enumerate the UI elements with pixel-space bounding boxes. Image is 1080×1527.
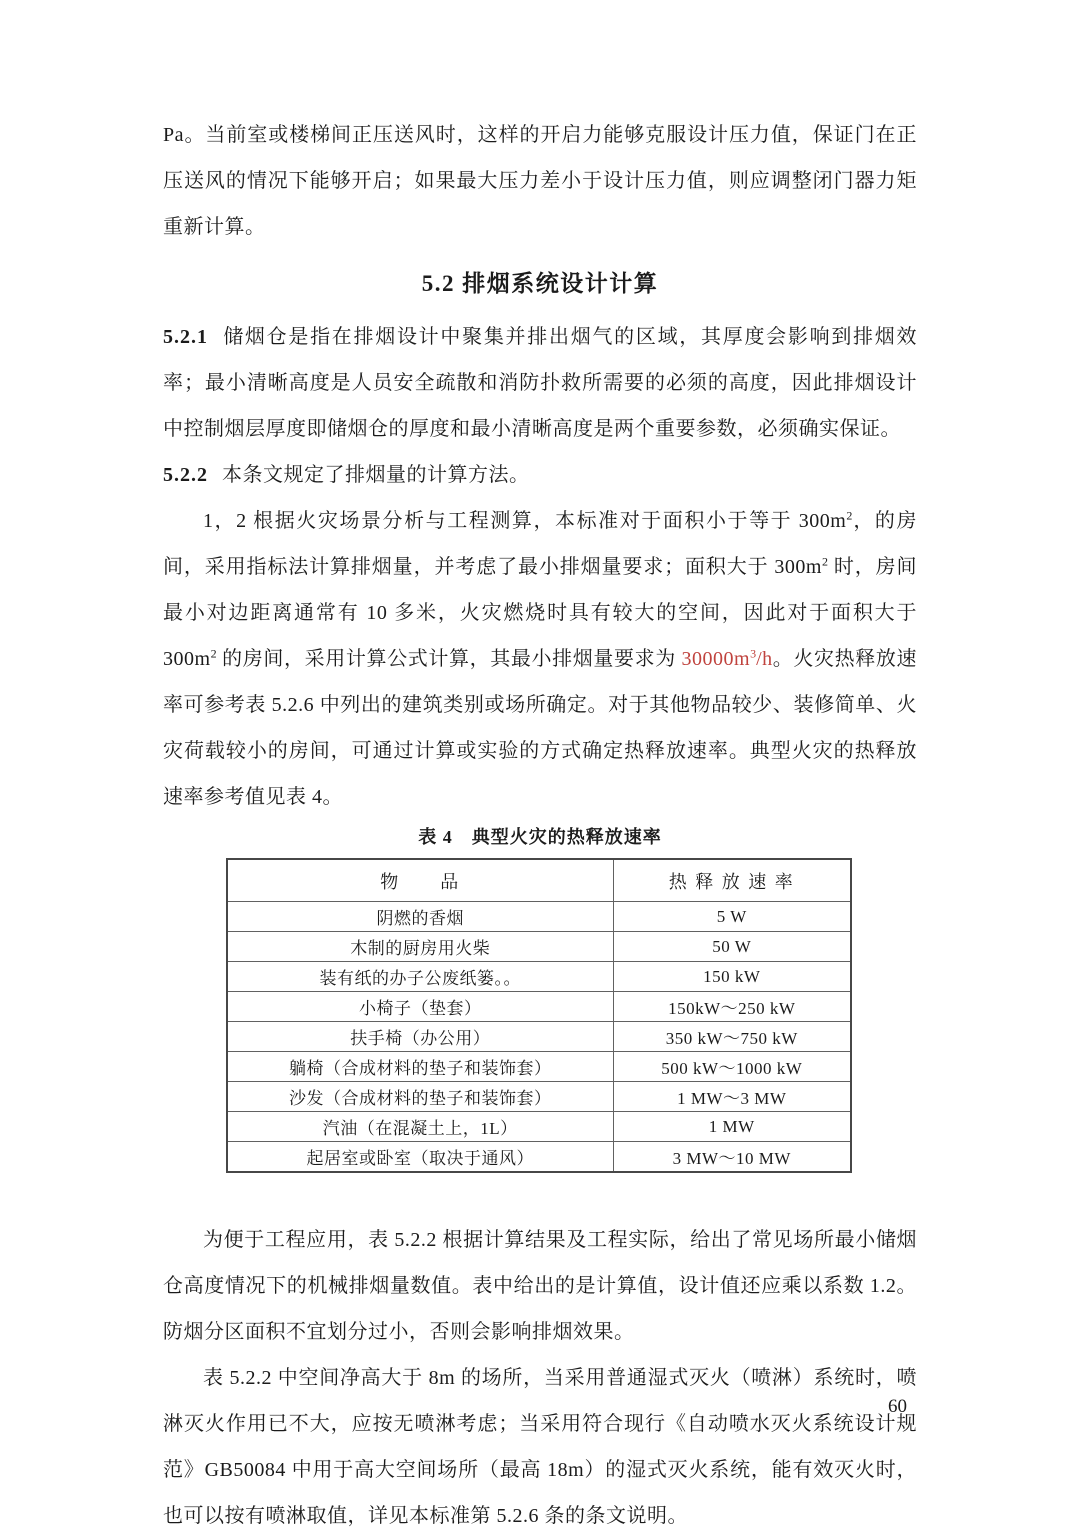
- cell-rate: 150 kW: [613, 962, 851, 992]
- highlighted-value: /h: [756, 648, 773, 670]
- superscript: 2: [210, 646, 217, 661]
- table-caption: 表 4 典型火灾的热释放速率: [418, 827, 662, 847]
- highlighted-value: 30000m: [681, 648, 751, 670]
- table-row: [227, 932, 851, 962]
- paragraph-calculation: [163, 498, 917, 820]
- text-run: ，的房间，采用指标法计算排烟量，并考虑了最小排烟量要求；面积大于 300m: [163, 510, 917, 578]
- cell-item: 起居室或卧室（取决于通风）: [227, 1142, 613, 1173]
- page-number: 60: [888, 1396, 907, 1417]
- table-row: [227, 962, 851, 992]
- cell-rate: 3 MW～10 MW: [613, 1142, 851, 1173]
- superscript: 2: [821, 554, 828, 569]
- table-row: [227, 1112, 851, 1142]
- paragraph-continued-from-previous: Pa。当前室或楼梯间正压送风时，这样的开启力能够克服设计压力值，保证门在正压送风的情况下能够开启；如果最大压力差小于设计压力值，则应调整闭门器力矩重新计算。: [163, 124, 917, 238]
- table-row: [227, 1082, 851, 1112]
- cell-rate: 5 W: [613, 902, 851, 932]
- cell-item: 小椅子（垫套）: [227, 992, 613, 1022]
- cell-rate: 1 MW: [613, 1112, 851, 1142]
- heat-release-rate-table: [226, 858, 852, 1173]
- text-run: 时，房间最小对边距离通常有 10 多米，火灾燃烧时具有较大的空间，因此对于面积大于 300m: [163, 556, 918, 670]
- paragraph-sprinkler-note: 表 5.2.2 中空间净高大于 8m 的场所，当采用普通湿式灭火（喷淋）系统时，喷淋灭火作用已不大，应按无喷淋考虑；当采用符合现行《自动喷水灭火系统设计规范》GB50084 中用于高大空间场所（最高 18m）的湿式灭火系统，能有效灭火时，也可以按有喷淋取值，详见本标准第 5.2.6 条的条文说明。: [163, 1367, 917, 1527]
- text-run: 的房间，采用计算公式计算，其最小排烟量要求为: [216, 648, 682, 670]
- cell-item: 木制的厨房用火柴: [227, 932, 613, 962]
- clause-5-2-1: [163, 314, 917, 452]
- cell-item: 汽油（在混凝土上，1L）: [227, 1112, 613, 1142]
- clause-5-2-2-text: 本条文规定了排烟量的计算方法。: [222, 464, 530, 486]
- column-header-item: 物 品: [227, 859, 613, 902]
- cell-rate: 1 MW～3 MW: [613, 1082, 851, 1112]
- clause-5-2-1-text: 储烟仓是指在排烟设计中聚集并排出烟气的区域，其厚度会影响到排烟效率；最小清晰高度是人员安全疏散和消防扑救所需要的必须的高度，因此排烟设计中控制烟层厚度即储烟仓的厚度和最小清晰高度是两个重要参数，必须确实保证。: [163, 326, 917, 440]
- page-content: [163, 112, 917, 1527]
- table-row: [227, 902, 851, 932]
- cell-item: 躺椅（合成材料的垫子和装饰套）: [227, 1052, 613, 1082]
- superscript: 2: [846, 508, 853, 523]
- clause-5-2-2: [163, 452, 917, 498]
- section-heading: 5.2 排烟系统设计计算: [421, 271, 659, 296]
- table-row: [227, 1022, 851, 1052]
- cell-rate: 500 kW～1000 kW: [613, 1052, 851, 1082]
- cell-item: 装有纸的办子公废纸篓。。: [227, 962, 613, 992]
- cell-rate: 50 W: [613, 932, 851, 962]
- clause-5-2-1-label: 5.2.1: [163, 326, 208, 348]
- cell-item: 沙发（合成材料的垫子和装饰套）: [227, 1082, 613, 1112]
- column-header-rate: 热 释 放 速 率: [613, 859, 851, 902]
- text-run: 1，2 根据火灾场景分析与工程测算，本标准对于面积小于等于 300m: [203, 510, 847, 532]
- paragraph-engineering-application: 为便于工程应用，表 5.2.2 根据计算结果及工程实际，给出了常见场所最小储烟仓高度情况下的机械排烟量数值。表中给出的是计算值，设计值还应乘以系数 1.2。防烟分区面积不宜划分过小，否则会影响排烟效果。: [163, 1229, 917, 1343]
- cell-item: 扶手椅（办公用）: [227, 1022, 613, 1052]
- text-run: 。火灾热释放速率可参考表 5.2.6 中列出的建筑类别或场所确定。对于其他物品较少、装修简单、火灾荷载较小的房间，可通过计算或实验的方式确定热释放速率。典型火灾的热释放速率参考值见表 4。: [163, 648, 918, 808]
- table-row: [227, 1052, 851, 1082]
- table-row: [227, 992, 851, 1022]
- cell-item: 阴燃的香烟: [227, 902, 613, 932]
- table-row: [227, 1142, 851, 1173]
- clause-5-2-2-label: 5.2.2: [163, 464, 208, 486]
- cell-rate: 150kW～250 kW: [613, 992, 851, 1022]
- cell-rate: 350 kW～750 kW: [613, 1022, 851, 1052]
- table-header-row: [227, 859, 851, 902]
- highlighted-superscript: 3: [750, 646, 757, 661]
